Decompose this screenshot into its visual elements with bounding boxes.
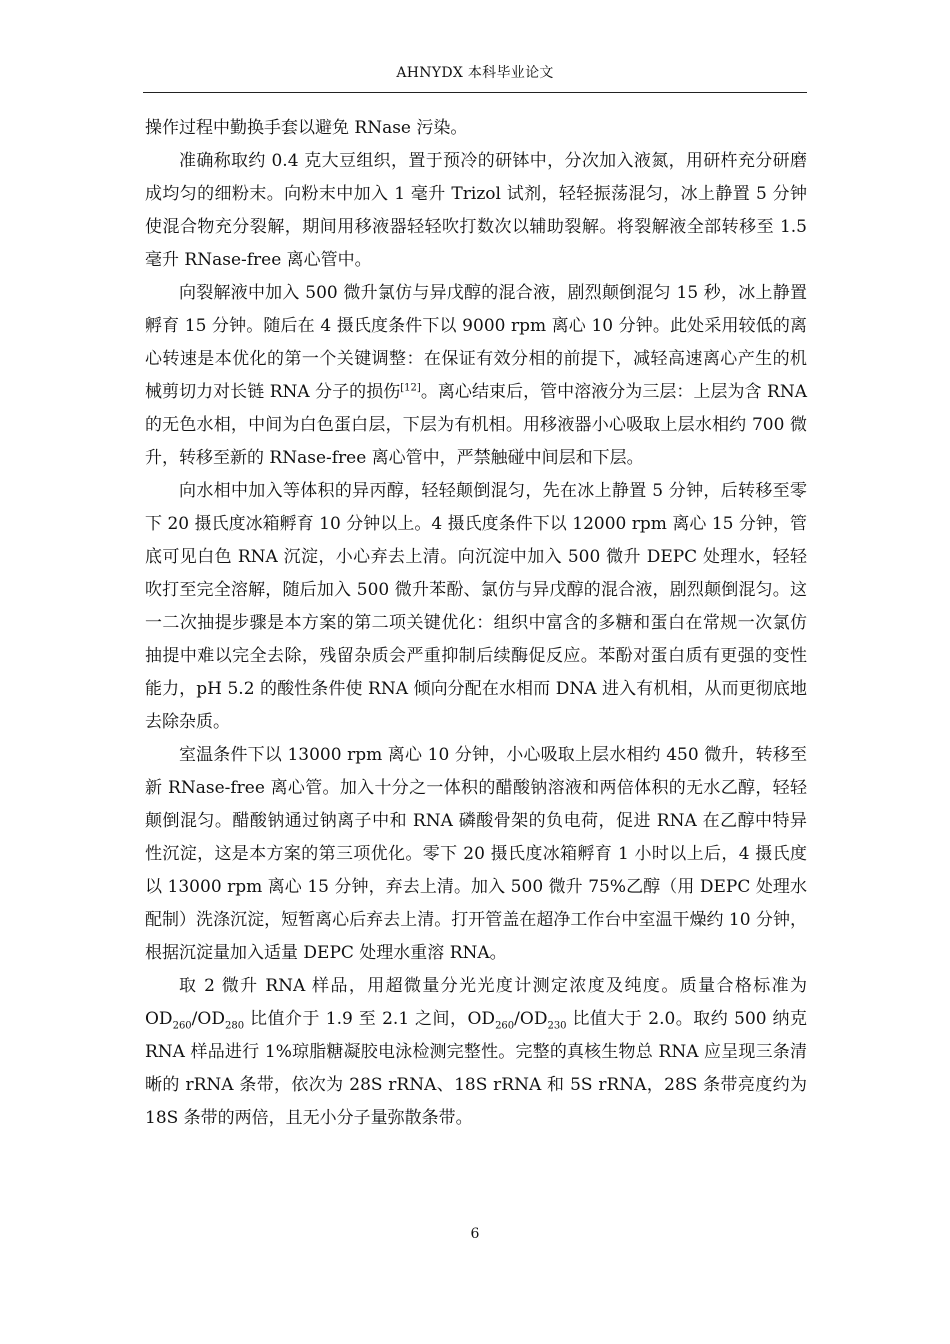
subscript: 280	[224, 1020, 245, 1032]
paragraph-quality-check	[145, 970, 807, 1135]
paragraph-text: 向裂解液中加入 500 微升氯仿与异戊醇的混合液，剧烈颠倒混匀 15 秒，冰上静置孵育 15 分钟。随后在 4 摄氏度条件下以 9000 rpm 离心 10 分钟。此处采用较低的离心转速是本优化的第一个关键调整：在保证有效分相的前提下，减轻高速离心产生的机械剪切力对长链 RNA 分子的损伤	[145, 283, 807, 402]
paragraph-grinding: 准确称取约 0.4 克大豆组织，置于预冷的研钵中，分次加入液氮，用研杵充分研磨成均匀的细粉末。向粉末中加入 1 毫升 Trizol 试剂，轻轻振荡混匀，冰上静置 5 分钟使混合物充分裂解，期间用移液器轻轻吹打数次以辅助裂解。将裂解液全部转移至 1.5 毫升 RNase-free 离心管中。	[145, 151, 807, 270]
subscript: 230	[547, 1020, 567, 1032]
subscript: 260	[495, 1020, 515, 1032]
running-header: AHNYDX 本科毕业论文	[396, 65, 554, 81]
page-number: 6	[470, 1226, 480, 1242]
paragraph-isopropanol-precipitation: 向水相中加入等体积的异丙醇，轻轻颠倒混匀，先在冰上静置 5 分钟，后转移至零下 20 摄氏度冰箱孵育 10 分钟以上。4 摄氏度条件下以 12000 rpm 离心 15 分钟，管底可见白色 RNA 沉淀，小心弃去上清。向沉淀中加入 500 微升 DEPC 处理水，轻轻吹打至完全溶解，随后加入 500 微升苯酚、氯仿与异戊醇的混合液，剧烈颠倒混匀。这一二次抽提步骤是本方案的第二项关键优化：组织中富含的多糖和蛋白在常规一次氯仿抽提中难以完全去除，残留杂质会严重抑制后续酶促反应。苯酚对蛋白质有更强的变性能力，pH 5.2 的酸性条件使 RNA 倾向分配在水相而 DNA 进入有机相，从而更彻底地去除杂质。	[145, 481, 807, 732]
header-divider	[143, 92, 807, 93]
paragraph-text: 比值介于 1.9 至 2.1 之间，OD	[244, 1009, 496, 1029]
paragraph-chloroform-extraction	[145, 277, 807, 475]
paragraph-continuation: 操作过程中勤换手套以避免 RNase 污染。	[145, 118, 468, 138]
paragraph-ethanol-precipitation: 室温条件下以 13000 rpm 离心 10 分钟，小心吸取上层水相约 450 微升，转移至新 RNase-free 离心管。加入十分之一体积的醋酸钠溶液和两倍体积的无水乙醇，轻轻颠倒混匀。醋酸钠通过钠离子中和 RNA 磷酸骨架的负电荷，促进 RNA 在乙醇中特异性沉淀，这是本方案的第三项优化。零下 20 摄氏度冰箱孵育 1 小时以上后，4 摄氏度以 13000 rpm 离心 15 分钟，弃去上清。加入 500 微升 75%乙醇（用 DEPC 处理水配制）洗涤沉淀，短暂离心后弃去上清。打开管盖在超净工作台中室温干燥约 10 分钟，根据沉淀量加入适量 DEPC 处理水重溶 RNA。	[145, 745, 807, 963]
paragraph-text: 。离心结束后，管中溶液分为三层：上层为含 RNA 的无色水相，中间为白色蛋白层，下层为有机相。用移液器小心吸取上层水相约 700 微升，转移至新的 RNase-free 离心管中，严禁触碰中间层和下层。	[145, 382, 807, 468]
subscript: 260	[172, 1020, 192, 1032]
paragraph-text: /OD	[514, 1009, 548, 1029]
body-text	[145, 112, 807, 1135]
citation-ref: [12]	[400, 382, 421, 394]
paragraph-text: 比值大于 2.0。取约 500 纳克 RNA 样品进行 1%琼脂糖凝胶电泳检测完整性。完整的真核生物总 RNA 应呈现三条清晰的 rRNA 条带，依次为 28S rRNA、18S rRNA 和 5S rRNA，28S 条带亮度约为 18S 条带的两倍，且无小分子量弥散条带。	[145, 1009, 807, 1128]
paragraph-text: 取 2 微升 RNA 样品，用超微量分光光度计测定浓度及纯度。质量合格标准为 OD	[145, 976, 807, 1029]
paragraph-text: /OD	[191, 1009, 225, 1029]
